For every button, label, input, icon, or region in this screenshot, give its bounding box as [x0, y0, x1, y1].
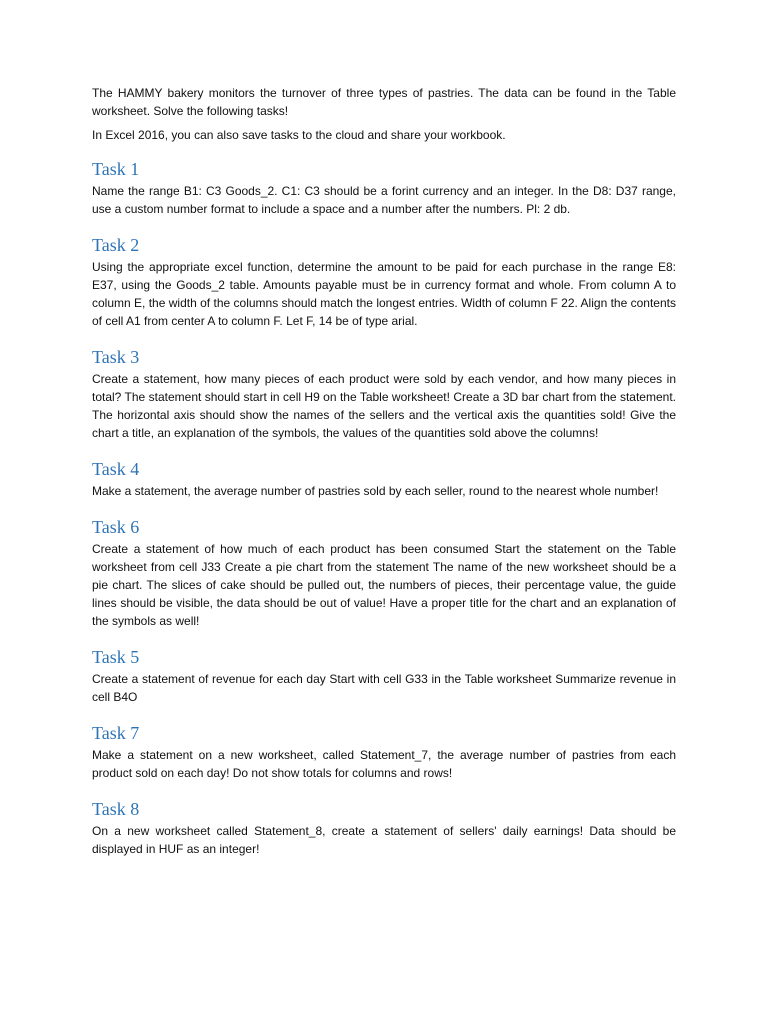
task-heading: Task 8: [92, 799, 140, 819]
task-heading: Task 4: [92, 459, 140, 479]
task-section-4: [92, 458, 676, 500]
intro-paragraph-2: In Excel 2016, you can also save tasks to the cloud and share your workbook.: [92, 128, 506, 142]
task-section-7: [92, 722, 676, 782]
task-section-8: [92, 798, 676, 858]
intro-paragraph-1: The HAMMY bakery monitors the turnover of three types of pastries. The data can be found in the Table worksheet. Solve the following tasks!: [92, 86, 676, 118]
task-body: Create a statement, how many pieces of each product were sold by each vendor, and how many pieces in total? The statement should start in cell H9 on the Table worksheet! Create a 3D bar chart from the statement. The horizontal axis should show the names of the sellers and the vertical axis the quantities sold! Give the chart a title, an explanation of the symbols, the values of the quantities sold above the columns!: [92, 372, 676, 440]
task-heading: Task 7: [92, 723, 140, 743]
task-heading: Task 6: [92, 517, 140, 537]
task-section-3: [92, 346, 676, 442]
task-heading: Task 5: [92, 647, 140, 667]
task-section-5: [92, 646, 676, 706]
task-body: Create a statement of revenue for each day Start with cell G33 in the Table worksheet Summarize revenue in cell B4O: [92, 672, 676, 704]
task-body: Create a statement of how much of each product has been consumed Start the statement on the Table worksheet from cell J33 Create a pie chart from the statement The name of the new worksheet should be a pie chart. The slices of cake should be pulled out, the numbers of pieces, their percentage value, the guide lines should be visible, the data should be out of value! Have a proper title for the chart and an explanation of the symbols as well!: [92, 542, 676, 628]
task-heading: Task 2: [92, 235, 140, 255]
task-section-1: [92, 158, 676, 218]
task-body: Make a statement on a new worksheet, called Statement_7, the average number of pastries from each product sold on each day! Do not show totals for columns and rows!: [92, 748, 676, 780]
task-body: On a new worksheet called Statement_8, create a statement of sellers' daily earnings! Data should be displayed in HUF as an integer!: [92, 824, 676, 856]
task-body: Using the appropriate excel function, determine the amount to be paid for each purchase in the range E8: E37, using the Goods_2 table. Amounts payable must be in currency format and whole. From column A to column E, the width of the columns should match the longest entries. Width of column F 22. Align the contents of cell A1 from center A to column F. Let F, 14 be of type arial.: [92, 260, 676, 328]
task-heading: Task 3: [92, 347, 140, 367]
task-body: Make a statement, the average number of pastries sold by each seller, round to the nearest whole number!: [92, 484, 659, 498]
task-section-6: [92, 516, 676, 630]
task-body: Name the range B1: C3 Goods_2. C1: C3 should be a forint currency and an integer. In the D8: D37 range, use a custom number format to include a space and a number after the numbers. Pl: 2 db.: [92, 184, 676, 216]
document-page: [92, 84, 676, 874]
task-heading: Task 1: [92, 159, 140, 179]
task-section-2: [92, 234, 676, 330]
